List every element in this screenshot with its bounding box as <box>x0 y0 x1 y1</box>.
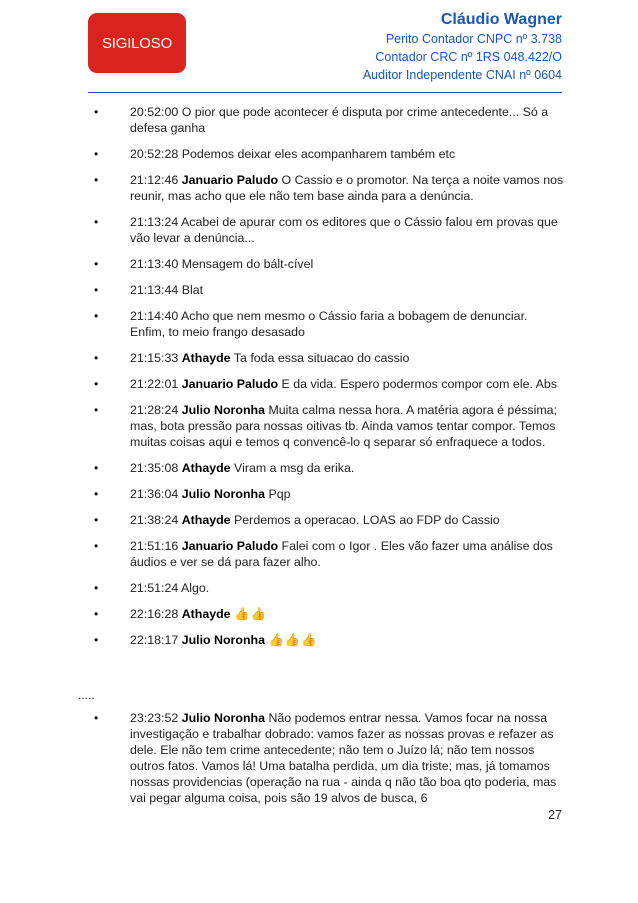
message-speaker: Januario Paludo <box>181 539 279 553</box>
message-entry <box>94 580 564 596</box>
message-speaker: Julio Noronha <box>181 487 265 501</box>
confidential-stamp <box>88 13 186 73</box>
message-time: 21:28:24 <box>130 403 179 417</box>
message-text: Muita calma nessa hora. A matéria agora é péssima; mas, bota pressão para nossas oitivas tb. Ainda vamos tentar compor. Temos muitas coisas aqui e temos q convencê-lo q separar só enfraquece a todos. <box>130 403 558 449</box>
message-entry <box>94 172 564 204</box>
message-entry <box>94 606 564 622</box>
message-entry <box>94 376 564 392</box>
message-text: Acabei de apurar com os editores que o Cássio falou em provas que vão levar a denúncia... <box>130 215 558 245</box>
message-entry <box>94 486 564 502</box>
message-time: 20:52:28 <box>130 147 179 161</box>
omission-ellipsis: ..... <box>78 688 95 702</box>
message-text: 👍👍👍 <box>268 633 318 647</box>
message-time: 21:15:33 <box>130 351 179 365</box>
message-time: 21:36:04 <box>130 487 179 501</box>
author-credential-2: Contador CRC nº 1RS 048.422/O <box>375 50 562 64</box>
message-text: O pior que pode acontecer é disputa por crime antecedente... Só a defesa ganha <box>130 105 549 135</box>
letterhead <box>363 10 562 84</box>
message-time: 21:51:24 <box>130 581 179 595</box>
message-text: Falei com o Igor . Eles vão fazer uma análise dos áudios e ver se dá para fazer alho. <box>130 539 553 569</box>
message-text: Mensagem do bált-cível <box>181 257 314 271</box>
stamp-label: SIGILOSO <box>101 34 173 52</box>
page-number: 27 <box>548 808 562 822</box>
message-text: Ta foda essa situacao do cassio <box>233 351 410 365</box>
message-time: 22:16:28 <box>130 607 179 621</box>
author-name: Cláudio Wagner <box>440 11 562 28</box>
message-time: 21:22:01 <box>130 377 179 391</box>
message-time: 20:52:00 <box>130 105 179 119</box>
message-entry <box>94 214 564 246</box>
message-entry <box>94 460 564 476</box>
message-speaker: Athayde <box>181 607 231 621</box>
message-text: Acho que nem mesmo o Cássio faria a bobagem de denunciar. Enfim, to meio frango desasado <box>130 309 528 339</box>
message-entry <box>94 538 564 570</box>
message-list-continued <box>94 710 564 816</box>
message-time: 23:23:52 <box>130 711 179 725</box>
message-time: 21:35:08 <box>130 461 179 475</box>
message-text: Blat <box>181 283 204 297</box>
message-entry <box>94 632 564 648</box>
message-entry <box>94 402 564 450</box>
message-speaker: Januario Paludo <box>181 377 279 391</box>
message-speaker: Julio Noronha <box>181 633 265 647</box>
message-time: 21:13:24 <box>130 215 179 229</box>
author-credential-1: Perito Contador CNPC nº 3.738 <box>385 32 562 46</box>
message-text: Algo. <box>181 581 210 595</box>
message-speaker: Januario Paludo <box>181 173 279 187</box>
author-credential-3: Auditor Independente CNAI nº 0604 <box>362 68 562 82</box>
header-divider <box>88 92 562 93</box>
message-entry <box>94 104 564 136</box>
message-text: Pqp <box>268 487 291 501</box>
message-time: 21:12:46 <box>130 173 179 187</box>
message-speaker: Athayde <box>181 513 231 527</box>
message-text: E da vida. Espero podermos compor com ele. Abs <box>281 377 558 391</box>
message-speaker: Athayde <box>181 461 231 475</box>
message-list <box>94 104 564 658</box>
message-time: 21:13:44 <box>130 283 179 297</box>
message-entry <box>94 282 564 298</box>
message-time: 21:13:40 <box>130 257 179 271</box>
message-entry <box>94 256 564 272</box>
message-text: Não podemos entrar nessa. Vamos focar na nossa investigação e trabalhar dobrado: vamos fazer as nossas provas e refazer as dele. Ele não tem crime antecedente; não tem o Juízo lá; não tem nossos outros fatos. Vamos lá! Uma batalha perdida, um dia triste; mas, já tomamos nossas providencias (operação na rua - ainda q não tão boa qto poderia, mas vai pegar alguma coisa, pois são 19 alvos de busca, 6 <box>130 711 557 805</box>
message-text: Perdemos a operacao. LOAS ao FDP do Cassio <box>234 513 500 527</box>
message-text: Podemos deixar eles acompanharem também etc <box>181 147 456 161</box>
message-entry <box>94 512 564 528</box>
message-time: 21:51:16 <box>130 539 179 553</box>
message-entry <box>94 308 564 340</box>
message-speaker: Julio Noronha <box>181 403 265 417</box>
message-text: 👍👍 <box>234 607 267 621</box>
message-text: Viram a msg da erika. <box>234 461 355 475</box>
message-entry <box>94 146 564 162</box>
message-speaker: Athayde <box>181 351 231 365</box>
message-speaker: Julio Noronha <box>181 711 265 725</box>
message-time: 22:18:17 <box>130 633 179 647</box>
message-time: 21:38:24 <box>130 513 179 527</box>
message-entry <box>94 710 564 806</box>
message-text: O Cassio e o promotor. Na terça a noite vamos nos reunir, mas acho que ele não tem base ainda para a denúncia. <box>130 173 564 203</box>
message-time: 21:14:40 <box>130 309 179 323</box>
message-entry <box>94 350 564 366</box>
